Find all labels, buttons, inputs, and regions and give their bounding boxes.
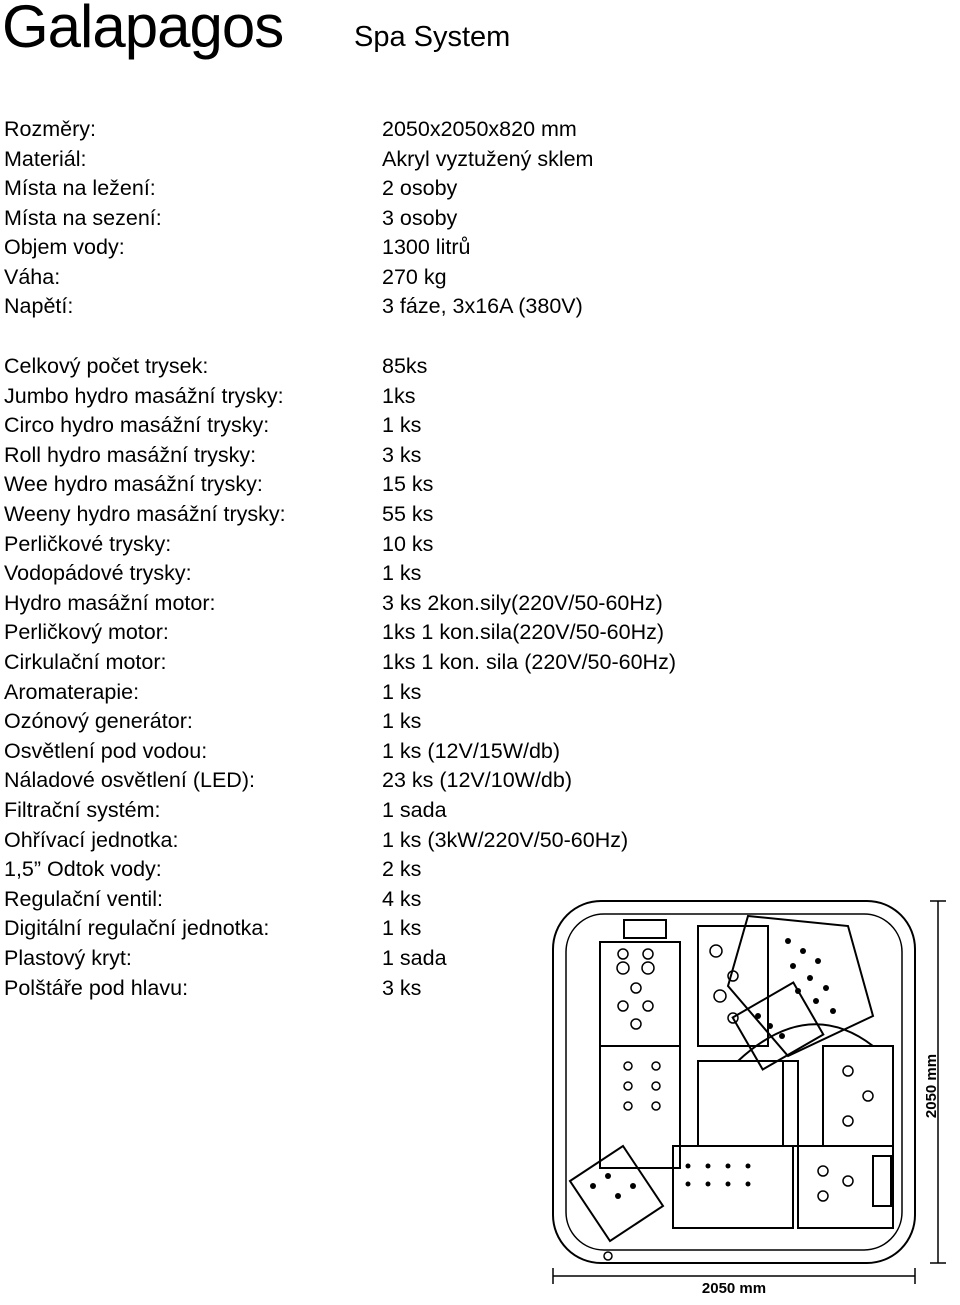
spec-value: 10 ks: [382, 531, 434, 556]
spec-value: Akryl vyztužený sklem: [382, 146, 594, 171]
spec-value: 3 fáze, 3x16A (380V): [382, 294, 583, 318]
spec-label: Polštáře pod hlavu:: [4, 975, 189, 1000]
spec-label: Circo hydro masážní trysky:: [4, 413, 270, 438]
spec-value: 1 ks: [382, 679, 422, 704]
spec-label: Aromaterapie:: [4, 679, 140, 704]
spec-label: Objem vody:: [4, 235, 125, 259]
lounger-footrest: [733, 983, 824, 1070]
spec-label: Místa na ležení:: [4, 176, 156, 200]
spec-value: 1 ks: [382, 916, 422, 941]
page-subtitle: Spa System: [354, 21, 511, 53]
spec-value: 1ks 1 kon. sila (220V/50-60Hz): [382, 650, 676, 674]
spec-label: Plastový kryt:: [4, 946, 132, 970]
spec-value: 3 osoby: [382, 205, 458, 230]
width-dimension-label: 2050 mm: [701, 1280, 767, 1296]
spec-value: 2 osoby: [382, 176, 458, 200]
spec-label: 1,5” Odtok vody:: [4, 857, 162, 882]
spec-value: 1 ks: [382, 561, 422, 586]
spec-value: 4 ks: [382, 886, 422, 911]
spec-label: Perličkové trysky:: [4, 531, 172, 556]
spec-label: Perličkový motor:: [4, 620, 169, 645]
lounger: [728, 916, 873, 1056]
spec-label: Hydro masážní motor:: [4, 590, 216, 615]
spec-label: Roll hydro masážní trysky:: [4, 442, 257, 467]
spec-value: 1 sada: [382, 946, 447, 970]
spec-value: 1 ks: [382, 709, 422, 734]
spec-label: Materiál:: [4, 146, 87, 171]
spec-value: 2050x2050x820 mm: [382, 117, 577, 141]
spa-top-view-diagram: [548, 896, 958, 1296]
spec-value: 1 ks (3kW/220V/50-60Hz): [382, 827, 629, 852]
spec-label: Jumbo hydro masážní trysky:: [4, 383, 284, 408]
spec-value: 55 ks: [382, 502, 434, 526]
spec-label: Regulační ventil:: [4, 886, 163, 911]
spec-label: Váha:: [4, 264, 61, 289]
spec-label: Wee hydro masážní trysky:: [4, 472, 263, 497]
weeny-jets: [590, 938, 836, 1199]
spec-value: 1 sada: [382, 798, 447, 822]
spec-value: 2 ks: [382, 857, 422, 882]
spec-label: Napětí:: [4, 294, 74, 318]
bottom-seat: [673, 1146, 793, 1228]
jet-pattern: [604, 945, 873, 1260]
spec-label: Vodopádové trysky:: [4, 561, 192, 586]
spec-label: Ozónový generátor:: [4, 709, 193, 734]
spec-label: Rozměry:: [4, 117, 96, 141]
filter-box: [873, 1156, 891, 1206]
spec-value: 1 ks: [382, 413, 422, 438]
spec-value: 3 ks 2kon.sily(220V/50-60Hz): [382, 590, 663, 615]
spec-label: Celkový počet trysek:: [4, 354, 209, 378]
spec-value: 1ks: [382, 383, 416, 408]
spec-value: 23 ks (12V/10W/db): [382, 768, 573, 793]
spec-label: Náladové osvětlení (LED):: [4, 768, 255, 793]
bottom-right-seat: [798, 1146, 893, 1228]
control-panel: [624, 920, 666, 938]
spec-label: Ohřívací jednotka:: [4, 827, 179, 852]
left-seat: [600, 942, 680, 1168]
height-dimension-label: 2050 mm: [923, 1053, 940, 1119]
page-title: Galapagos: [2, 0, 284, 60]
spec-value: 1 ks (12V/15W/db): [382, 738, 561, 763]
spec-label: Místa na sezení:: [4, 205, 162, 230]
spec-label: Filtrační systém:: [4, 798, 161, 822]
spec-label: Digitální regulační jednotka:: [4, 916, 270, 941]
spec-value: 3 ks: [382, 975, 422, 1000]
spec-value: 85ks: [382, 354, 428, 378]
spec-value: 270 kg: [382, 264, 447, 289]
spec-value: 15 ks: [382, 472, 434, 497]
spec-label: Weeny hydro masážní trysky:: [4, 502, 286, 526]
spec-label: Cirkulační motor:: [4, 650, 167, 674]
spec-label: Osvětlení pod vodou:: [4, 738, 208, 763]
spec-value: 1ks 1 kon.sila(220V/50-60Hz): [382, 620, 665, 645]
right-seat: [823, 1046, 893, 1146]
spec-value: 1300 litrů: [382, 235, 471, 259]
spec-value: 3 ks: [382, 442, 422, 467]
spa-outer-shell: [553, 901, 915, 1263]
center-seat: [698, 926, 768, 1046]
